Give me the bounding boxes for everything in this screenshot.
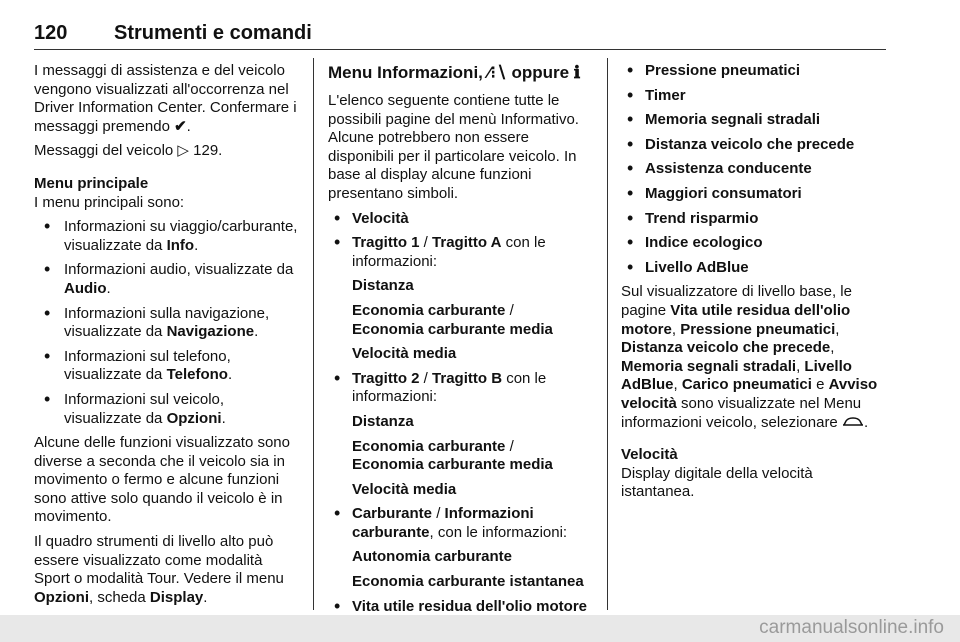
column-2 bbox=[328, 62, 592, 622]
list-item: • Pressione pneumatici bbox=[621, 62, 887, 81]
column-1 bbox=[34, 62, 302, 613]
base-display-paragraph: Sul visualizzatore di livello base, le pagine Vita utile residua dell'olio motore, Pressione pneumatici, Distanza veicolo che precede, Memoria segnali stradali, Livello AdBlue, Carico pneumatici e Avviso velocità sono visualizzate nel Menu informazioni veicolo, selezionare . bbox=[621, 283, 878, 431]
paragraph-display-mode: Il quadro strumenti di livello alto può essere visualizzato come modalità Sport o modalità Tour. Vedere il menu Opzioni, scheda Display. bbox=[34, 533, 284, 606]
page-title: Strumenti e comandi bbox=[114, 22, 312, 44]
list-item: • Memoria segnali stradali bbox=[621, 111, 887, 130]
footer-watermark: carmanualsonline.info bbox=[759, 617, 944, 638]
footer-bar bbox=[0, 615, 960, 642]
list-item: • Maggiori consumatori bbox=[621, 185, 887, 204]
list-item: • Tragitto 1 / Tragitto A con le informazioni: Distanza Economia carburante / Economia carburante media Velocità media bbox=[328, 234, 592, 364]
page-number: 120 bbox=[34, 22, 68, 44]
info-menu-heading: Menu Informazioni, ⁄⁝∖ oppure ℹ bbox=[328, 63, 581, 82]
info-menu-list-continued bbox=[621, 62, 887, 277]
main-menu-heading: Menu principale bbox=[34, 174, 149, 192]
list-item: • Trend risparmio bbox=[621, 210, 887, 229]
list-item: • Indice ecologico bbox=[621, 234, 887, 253]
intro-paragraph: I messaggi di assistenza e del veicolo vengono visualizzati all'occorrenza nel Driver Information Center. Confermare i messaggi premendo ✔. bbox=[34, 62, 297, 135]
column-divider-2 bbox=[607, 58, 608, 610]
speed-heading: Velocità bbox=[621, 446, 678, 464]
column-divider-1 bbox=[313, 58, 314, 610]
list-item: • Assistenza conducente bbox=[621, 160, 887, 179]
list-item: • Informazioni sul telefono, visualizzate da Telefono. bbox=[34, 348, 302, 385]
list-item: • Tragitto 2 / Tragitto B con le informazioni: Distanza Economia carburante / Economia carburante media Velocità media bbox=[328, 370, 592, 500]
car-icon bbox=[842, 416, 864, 428]
list-item: • Informazioni sul veicolo, visualizzate da Opzioni. bbox=[34, 391, 302, 428]
list-item: • Informazioni sulla navigazione, visualizzate da Navigazione. bbox=[34, 305, 302, 342]
speed-description: Display digitale della velocità istantanea. bbox=[621, 464, 813, 501]
list-item: • Timer bbox=[621, 87, 887, 106]
info-icon: ℹ bbox=[573, 63, 581, 82]
vehicle-messages-ref: Messaggi del veicolo ▷ 129. bbox=[34, 142, 223, 160]
column-3 bbox=[621, 62, 887, 508]
paragraph-functions: Alcune delle funzioni visualizzato sono diverse a seconda che il veicolo sia in movimento o fermo e alcune funzioni sono attive solo quando il veicolo è in movimento. bbox=[34, 434, 290, 526]
header-divider bbox=[34, 49, 886, 50]
list-item: • Informazioni audio, visualizzate da Audio. bbox=[34, 261, 302, 298]
list-item: • Carburante / Informazioni carburante, con le informazioni: Autonomia carburante Economia carburante istantanea bbox=[328, 505, 592, 591]
checkmark-icon: ✔ bbox=[174, 117, 187, 135]
trip-icon: ⁄⁝∖ bbox=[487, 63, 507, 82]
main-menu-list bbox=[34, 218, 302, 428]
page-header bbox=[34, 22, 886, 50]
info-menu-list bbox=[328, 210, 592, 617]
page-ref-icon: ▷ bbox=[177, 142, 189, 160]
list-item: • Livello AdBlue bbox=[621, 259, 887, 278]
main-menu-intro: I menu principali sono: bbox=[34, 193, 185, 211]
list-item: • Distanza veicolo che precede bbox=[621, 136, 887, 155]
list-item: • Informazioni su viaggio/carburante, visualizzate da Info. bbox=[34, 218, 302, 255]
list-item: • Velocità bbox=[328, 210, 592, 229]
list-item: • Vita utile residua dell'olio motore bbox=[328, 598, 592, 617]
info-menu-intro: L'elenco seguente contiene tutte le possibili pagine del menù Informativo. Alcune potrebbero non essere disponibili per il particolare veicolo. In base al display alcune funzioni presentano simboli. bbox=[328, 92, 579, 202]
